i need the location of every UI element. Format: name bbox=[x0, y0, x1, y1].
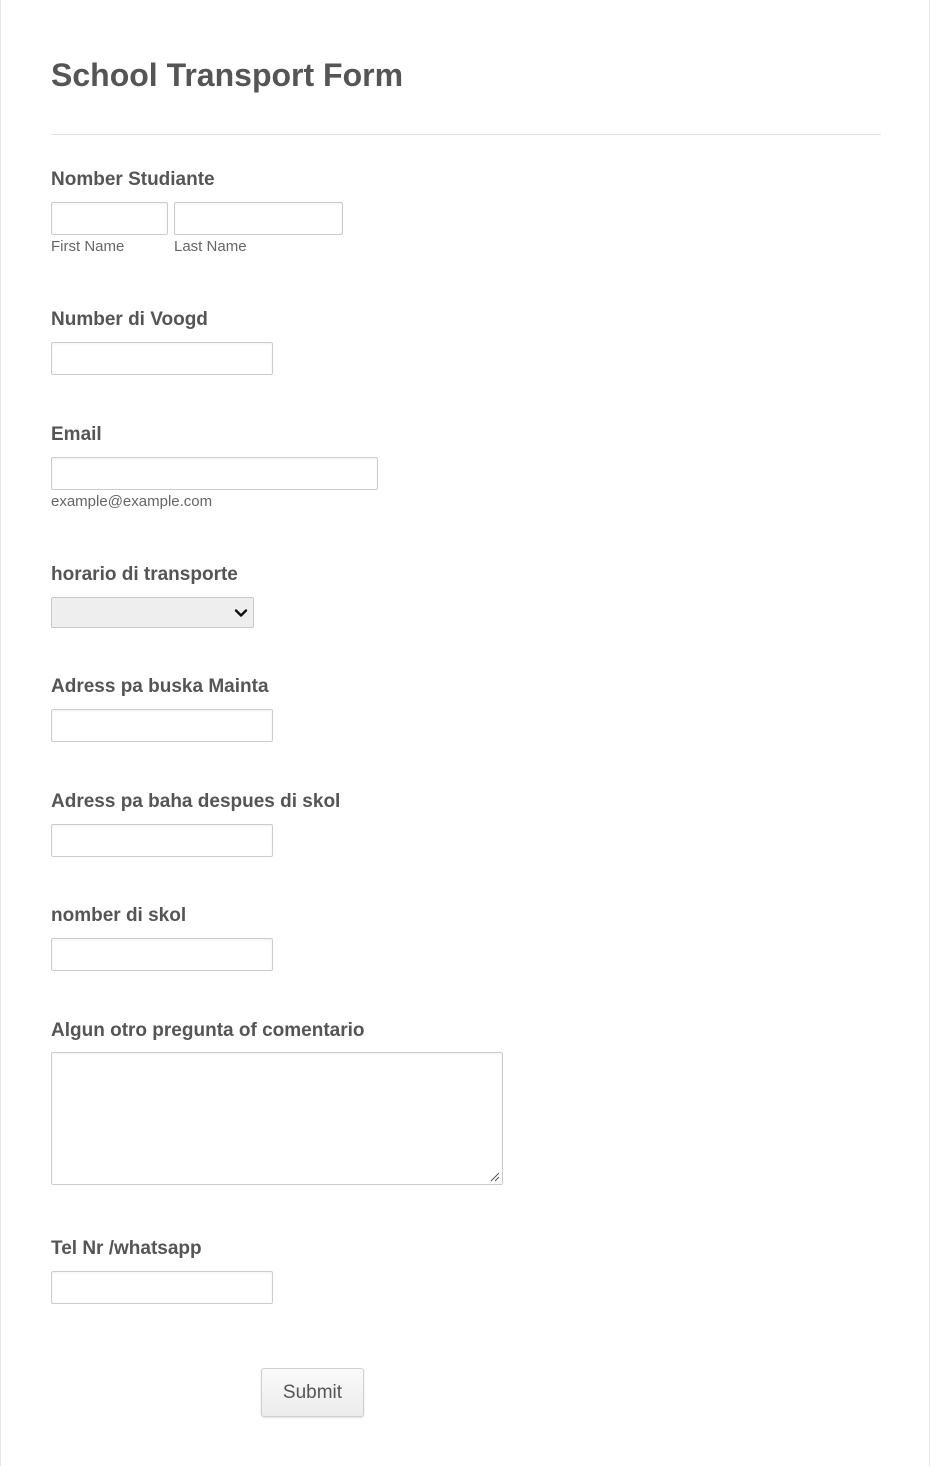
pickup-address-label: Adress pa buska Mainta bbox=[51, 676, 269, 697]
page-title: School Transport Form bbox=[51, 57, 404, 93]
phone-label: Tel Nr /whatsapp bbox=[51, 1238, 202, 1259]
schedule-select[interactable] bbox=[51, 597, 254, 628]
guardian-name-label: Number di Voogd bbox=[51, 309, 208, 330]
comments-label: Algun otro pregunta of comentario bbox=[51, 1020, 365, 1041]
pickup-address-input[interactable] bbox=[51, 709, 273, 742]
schedule-label: horario di transporte bbox=[51, 564, 238, 585]
last-name-input[interactable] bbox=[174, 202, 343, 235]
school-name-input[interactable] bbox=[51, 938, 273, 971]
dropoff-address-label: Adress pa baha despues di skol bbox=[51, 791, 341, 812]
title-divider bbox=[51, 134, 881, 135]
student-name-label: Nomber Studiante bbox=[51, 169, 215, 190]
first-name-input[interactable] bbox=[51, 202, 168, 235]
guardian-name-input[interactable] bbox=[51, 342, 273, 375]
phone-input[interactable] bbox=[51, 1271, 273, 1304]
email-input[interactable] bbox=[51, 457, 378, 490]
comments-textarea[interactable] bbox=[51, 1052, 503, 1185]
first-name-sublabel: First Name bbox=[51, 238, 125, 255]
submit-button[interactable]: Submit bbox=[261, 1368, 364, 1417]
dropoff-address-input[interactable] bbox=[51, 824, 273, 857]
school-name-label: nomber di skol bbox=[51, 905, 187, 926]
chevron-down-icon bbox=[234, 606, 248, 620]
email-sublabel: example@example.com bbox=[51, 493, 213, 510]
email-label: Email bbox=[51, 424, 102, 445]
resize-grip-icon[interactable] bbox=[490, 1172, 500, 1182]
last-name-sublabel: Last Name bbox=[174, 238, 247, 255]
